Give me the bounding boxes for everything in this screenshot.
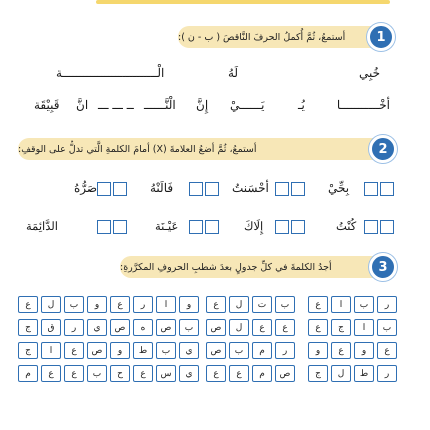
word: يَــــــيْ <box>230 98 265 112</box>
word: كُنْتُ <box>336 219 357 233</box>
letter-cell[interactable]: ر <box>377 296 397 313</box>
letter-cell[interactable]: ق <box>41 319 61 336</box>
answer-checkbox[interactable] <box>113 220 127 234</box>
answer-checkbox[interactable] <box>380 220 394 234</box>
letter-cell[interactable]: ي <box>87 319 107 336</box>
word: عَيْـنَة <box>155 219 179 233</box>
letter-cell[interactable]: ل <box>41 296 61 313</box>
letter-cell[interactable]: م <box>252 365 272 382</box>
answer-checkbox[interactable] <box>97 182 111 196</box>
letter-grid-2 <box>206 296 295 382</box>
letter-cell[interactable]: س <box>156 365 176 382</box>
word: بِحِّيْ <box>328 181 350 195</box>
letter-cell[interactable]: ع <box>206 365 226 382</box>
letter-cell[interactable]: ص <box>275 365 295 382</box>
letter-cell[interactable]: ب <box>354 296 374 313</box>
word: الْـــــــــــــــــــــــــــة <box>56 66 165 80</box>
answer-checkbox[interactable] <box>97 220 111 234</box>
answer-checkbox[interactable] <box>275 182 289 196</box>
letter-cell[interactable]: ص <box>206 342 226 359</box>
exercise-number-1: 1 <box>367 23 395 51</box>
word: أحْسَنتُ <box>232 181 269 195</box>
answer-checkbox[interactable] <box>291 182 305 196</box>
word: فَالَنْهُ <box>150 181 174 195</box>
exercise-number-2: 2 <box>369 135 397 163</box>
instruction-text-3: أجدُ الكلمةَ في كلِّ جدولٍ بعدَ شطبِ الحروفِ المكرَّرةِ: <box>120 261 332 273</box>
letter-cell[interactable]: ع <box>275 319 295 336</box>
word: خُبِي <box>358 66 380 80</box>
letter-cell[interactable]: ب <box>229 342 249 359</box>
answer-checkbox[interactable] <box>189 220 203 234</box>
letter-cell[interactable]: ب <box>179 319 199 336</box>
letter-cell[interactable]: ع <box>331 342 351 359</box>
word: الدَّائِمَة <box>26 219 58 233</box>
letter-cell[interactable]: ع <box>252 319 272 336</box>
letter-grid-1 <box>308 296 397 382</box>
exercise-number-3: 3 <box>369 253 397 281</box>
word: إِلَاكَ <box>244 219 264 233</box>
letter-cell[interactable]: و <box>87 296 107 313</box>
letter-cell[interactable]: ب <box>156 342 176 359</box>
letter-cell[interactable]: ر <box>133 296 153 313</box>
instruction-text-2: أستمعُ، ثُمَّ أضعُ العلامةَ (X) أمامَ الكلمةِ الَّتي تدلُّ على الوقفِ: <box>18 143 257 155</box>
answer-checkbox[interactable] <box>113 182 127 196</box>
word: لَهُ <box>228 66 239 80</box>
letter-cell[interactable]: ت <box>252 296 272 313</box>
word: انَّ <box>76 98 89 112</box>
letter-cell[interactable]: م <box>252 342 272 359</box>
letter-cell[interactable]: ج <box>308 365 328 382</box>
letter-cell[interactable]: م <box>18 365 38 382</box>
word: قَبِيْقَة <box>34 98 60 112</box>
letter-cell[interactable]: ا <box>41 342 61 359</box>
answer-checkbox[interactable] <box>205 220 219 234</box>
letter-cell[interactable]: ي <box>179 365 199 382</box>
letter-cell[interactable]: ع <box>206 296 226 313</box>
letter-cell[interactable]: ب <box>87 365 107 382</box>
letter-cell[interactable]: ا <box>331 296 351 313</box>
letter-cell[interactable]: ع <box>308 319 328 336</box>
answer-checkbox[interactable] <box>364 182 378 196</box>
letter-cell[interactable]: ر <box>275 342 295 359</box>
answer-checkbox[interactable] <box>275 220 289 234</box>
letter-cell[interactable]: ج <box>18 319 38 336</box>
letter-cell[interactable]: ص <box>156 319 176 336</box>
letter-cell[interactable]: ع <box>41 365 61 382</box>
instruction-banner-3 <box>120 256 394 278</box>
letter-cell[interactable]: ب <box>275 296 295 313</box>
instruction-banner-1 <box>178 26 392 48</box>
answer-checkbox[interactable] <box>364 220 378 234</box>
word: ــ ـــ ـــ <box>98 98 134 112</box>
letter-cell[interactable]: ص <box>87 342 107 359</box>
letter-cell[interactable]: ع <box>133 365 153 382</box>
top-accent-line <box>96 0 390 4</box>
letter-cell[interactable]: ج <box>331 319 351 336</box>
letter-cell[interactable]: ص <box>206 319 226 336</box>
letter-cell[interactable]: ل <box>229 296 249 313</box>
word: إِنَّ <box>196 98 209 112</box>
letter-cell[interactable]: ص <box>110 319 130 336</box>
word: يُـ <box>298 98 305 112</box>
letter-cell[interactable]: ح <box>110 365 130 382</box>
letter-cell[interactable]: ر <box>64 319 84 336</box>
letter-cell[interactable]: ع <box>64 342 84 359</box>
instruction-text-1: أستمعُ، ثُمَّ أُكملُ الحرفَ النَّاقصَ ( ب - ن ): <box>178 31 346 43</box>
letter-cell[interactable]: ل <box>229 319 249 336</box>
word: الْنَّــــــ <box>144 98 176 112</box>
letter-cell[interactable]: ع <box>64 365 84 382</box>
letter-cell[interactable]: و <box>354 342 374 359</box>
letter-cell[interactable]: ر <box>377 365 397 382</box>
letter-cell[interactable]: ب <box>64 296 84 313</box>
letter-cell[interactable]: ع <box>377 342 397 359</box>
answer-checkbox[interactable] <box>189 182 203 196</box>
letter-cell[interactable]: ع <box>308 296 328 313</box>
instruction-banner-2 <box>18 138 394 160</box>
letter-cell[interactable]: و <box>179 296 199 313</box>
letter-cell[interactable]: ع <box>18 296 38 313</box>
letter-cell[interactable]: و <box>308 342 328 359</box>
word: صَرُّهُ <box>74 181 98 195</box>
letter-cell[interactable]: ي <box>179 342 199 359</box>
letter-cell[interactable]: ط <box>133 342 153 359</box>
letter-cell[interactable]: ب <box>377 319 397 336</box>
letter-cell[interactable]: ع <box>229 365 249 382</box>
letter-cell[interactable]: ج <box>18 342 38 359</box>
letter-cell[interactable]: ل <box>331 365 351 382</box>
letter-cell[interactable]: ط <box>354 365 374 382</box>
word: أخْـــــــــــا <box>336 98 390 112</box>
letter-cell[interactable]: ع <box>110 296 130 313</box>
answer-checkbox[interactable] <box>380 182 394 196</box>
answer-checkbox[interactable] <box>291 220 305 234</box>
letter-cell[interactable]: ه <box>133 319 153 336</box>
letter-cell[interactable]: ا <box>354 319 374 336</box>
letter-grid-3 <box>110 296 199 382</box>
letter-grid-4 <box>18 296 107 382</box>
letter-cell[interactable]: ا <box>156 296 176 313</box>
answer-checkbox[interactable] <box>205 182 219 196</box>
letter-cell[interactable]: و <box>110 342 130 359</box>
